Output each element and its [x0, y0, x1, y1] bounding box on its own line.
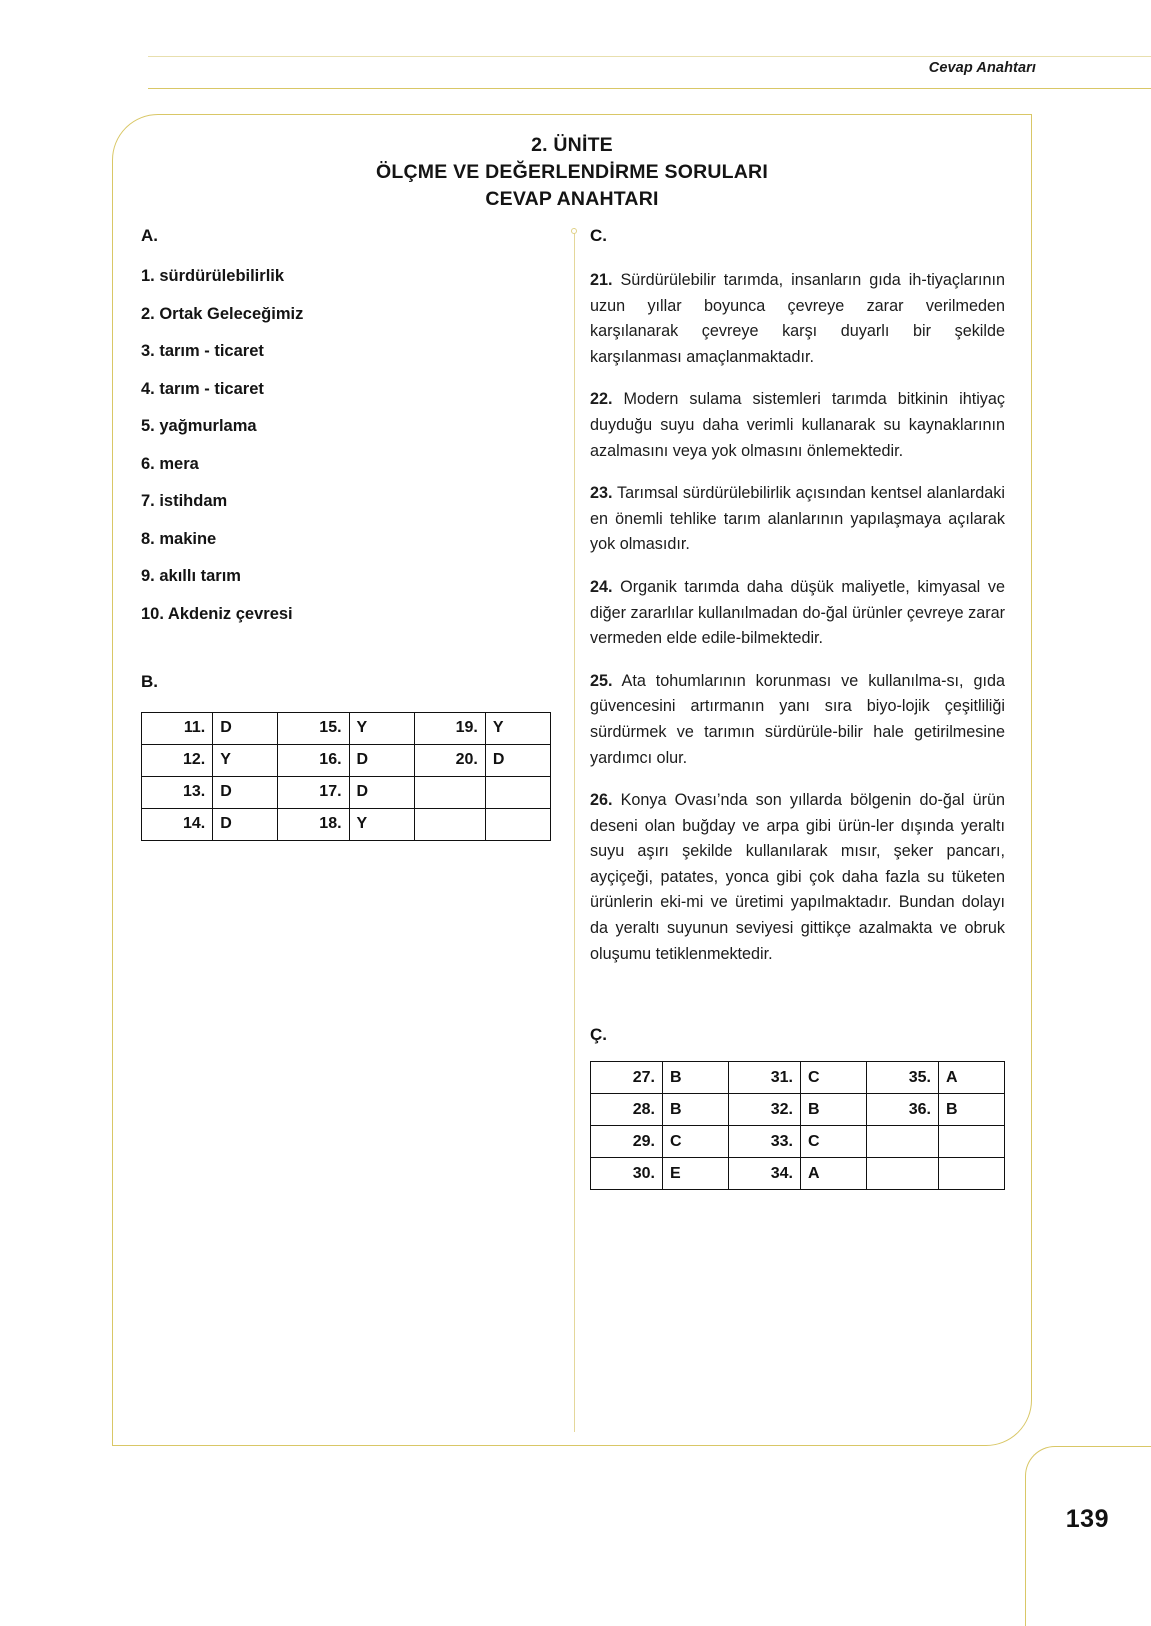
table-row [142, 776, 551, 808]
answer-number: 20. [414, 744, 485, 776]
open-ended-answer [590, 268, 1005, 370]
answer-number: 36. [867, 1094, 939, 1126]
open-ended-answer [590, 481, 1005, 558]
right-column [590, 226, 1005, 1190]
table-row [591, 1094, 1005, 1126]
open-ended-answer [590, 669, 1005, 771]
answer-number: 32. [729, 1094, 801, 1126]
answer-value: B [801, 1094, 867, 1126]
answer-number-empty [414, 808, 485, 840]
answer-number: 30. [591, 1158, 663, 1190]
answer-value: D [349, 776, 414, 808]
answer-number: 27. [591, 1062, 663, 1094]
list-item: 8. makine [141, 529, 217, 548]
list-item: 7. istihdam [141, 492, 228, 510]
title-line-unit: 2. ÜNİTE [531, 134, 613, 156]
list-item: 1. sürdürülebilirlik [141, 267, 285, 285]
header-rule-bottom [148, 88, 1151, 89]
list-item: 4. tarım - ticaret [141, 379, 264, 398]
answer-value: A [801, 1158, 867, 1190]
answer-value: A [939, 1062, 1005, 1094]
answer-value-empty [485, 776, 550, 808]
fill-in-answer-list [141, 266, 551, 624]
answer-number: 29. [591, 1126, 663, 1158]
answer-text: Organik tarımda daha düşük maliyetle, kimyasal ve diğer zararlılar kullanılmadan do-ğal ürünler çevreye zarar vermeden elde edile-bilmektedir. [590, 577, 1005, 648]
title-line-subject: ÖLÇME VE DEĞERLENDİRME SORULARI [376, 161, 768, 183]
answer-number-empty [867, 1158, 939, 1190]
answer-text: Konya Ovası’nda son yıllarda bölgenin do-ğal ürün deseni olan buğday ve arpa gibi ürün-ler dışında yeraltı suyu aşırı şekilde kullanılarak mısır, şeker pancarı, ayçiçeği, patates, yonca gibi çok daha fazla su tüketen ürünlerin eki-mi ve üretimi yapılmaktadır. Bundan dolayı da yeraltı suyunun seviyesi gittikçe azalmakta ve obruk oluşumu tetiklenmektedir. [590, 791, 1005, 963]
section-heading-a: A. [141, 226, 158, 245]
left-column [141, 226, 551, 841]
table-row [142, 744, 551, 776]
table-row [142, 712, 551, 744]
title-line-answer-key: CEVAP ANAHTARI [485, 188, 659, 210]
answer-number-empty [414, 776, 485, 808]
answer-number: 15. [278, 712, 349, 744]
multiple-choice-answer-table [590, 1061, 1005, 1190]
answer-value: B [663, 1062, 729, 1094]
answer-number-empty [867, 1126, 939, 1158]
open-ended-answer [590, 788, 1005, 967]
answer-number: 31. [729, 1062, 801, 1094]
true-false-answer-table [141, 712, 551, 841]
answer-value: C [801, 1062, 867, 1094]
answer-number: 24. [590, 577, 613, 596]
answer-text: Tarımsal sürdürülebilirlik açısından kentsel alanlardaki en önemli tehlike tarım alanlarının yapılaşmaya açılarak yok olmasıdır. [590, 484, 1005, 554]
running-header-title: Cevap Anahtarı [928, 60, 1036, 76]
answer-number: 19. [414, 712, 485, 744]
answer-value: Y [485, 712, 550, 744]
answer-value: Y [349, 808, 414, 840]
answer-value: C [663, 1126, 729, 1158]
list-item: 10. Akdeniz çevresi [141, 604, 293, 623]
answer-number: 35. [867, 1062, 939, 1094]
section-heading-c: C. [590, 226, 607, 245]
list-item: 6. mera [141, 454, 199, 473]
answer-value: D [349, 744, 414, 776]
table-row [591, 1158, 1005, 1190]
answer-value: Y [213, 744, 278, 776]
list-item: 3. tarım - ticaret [141, 342, 264, 360]
answer-value-empty [939, 1126, 1005, 1158]
answer-number: 25. [590, 671, 613, 690]
column-divider-cap [571, 228, 577, 234]
answer-number: 16. [278, 744, 349, 776]
answer-text: Sürdürülebilir tarımda, insanların gıda ih-tiyaçlarının uzun yıllar boyunca çevreye zarar verilmeden karşılanarak çevreye karşı duyarlı bir şekilde karşılanması amaçlanmaktadır. [590, 271, 1005, 366]
answer-value-empty [485, 808, 550, 840]
answer-value: D [213, 776, 278, 808]
answer-value-empty [939, 1158, 1005, 1190]
section-heading-b: B. [141, 671, 158, 691]
page-frame-corner-tab [1025, 1446, 1151, 1626]
answer-value: E [663, 1158, 729, 1190]
answer-number: 11. [142, 712, 213, 744]
list-item: 5. yağmurlama [141, 417, 257, 435]
answer-number: 14. [142, 808, 213, 840]
open-ended-answer [590, 575, 1005, 652]
answer-text: Modern sulama sistemleri tarımda bitkinin ihtiyaç duyduğu suyu daha verimli kullanarak su kaynaklarının azalmasını veya yok olmasını önlemektedir. [590, 390, 1005, 460]
answer-value: B [663, 1094, 729, 1126]
section-heading-cc: Ç. [590, 1025, 607, 1045]
answer-number: 28. [591, 1094, 663, 1126]
answer-number: 17. [278, 776, 349, 808]
table-row [591, 1062, 1005, 1094]
answer-number: 12. [142, 744, 213, 776]
answer-number: 23. [590, 484, 613, 503]
answer-number: 21. [590, 271, 613, 289]
answer-value: D [213, 808, 278, 840]
answer-number: 26. [590, 791, 613, 810]
answer-value: C [801, 1126, 867, 1158]
answer-value: D [213, 712, 278, 744]
answer-number: 22. [590, 390, 613, 409]
header-rule-top [148, 56, 1151, 57]
answer-value: B [939, 1094, 1005, 1126]
table-row [142, 808, 551, 840]
answer-number: 33. [729, 1126, 801, 1158]
open-ended-answer [590, 387, 1005, 464]
answer-value: Y [349, 712, 414, 744]
page-number: 139 [1065, 1505, 1109, 1533]
answer-number: 18. [278, 808, 349, 840]
column-divider [574, 228, 575, 1432]
answer-value: D [485, 744, 550, 776]
list-item: 9. akıllı tarım [141, 567, 241, 585]
table-row [591, 1126, 1005, 1158]
answer-text: Ata tohumlarının korunması ve kullanılma-sı, gıda güvencesini artırmanın yanı sıra biyo-lojik çeşitliliği sürdürmek ve tarımın sürdürüle-bilir hale getirilmesine yardımcı olur. [590, 671, 1005, 767]
page-title [112, 132, 1032, 213]
list-item: 2. Ortak Geleceğimiz [141, 304, 304, 323]
answer-number: 34. [729, 1158, 801, 1190]
answer-number: 13. [142, 776, 213, 808]
